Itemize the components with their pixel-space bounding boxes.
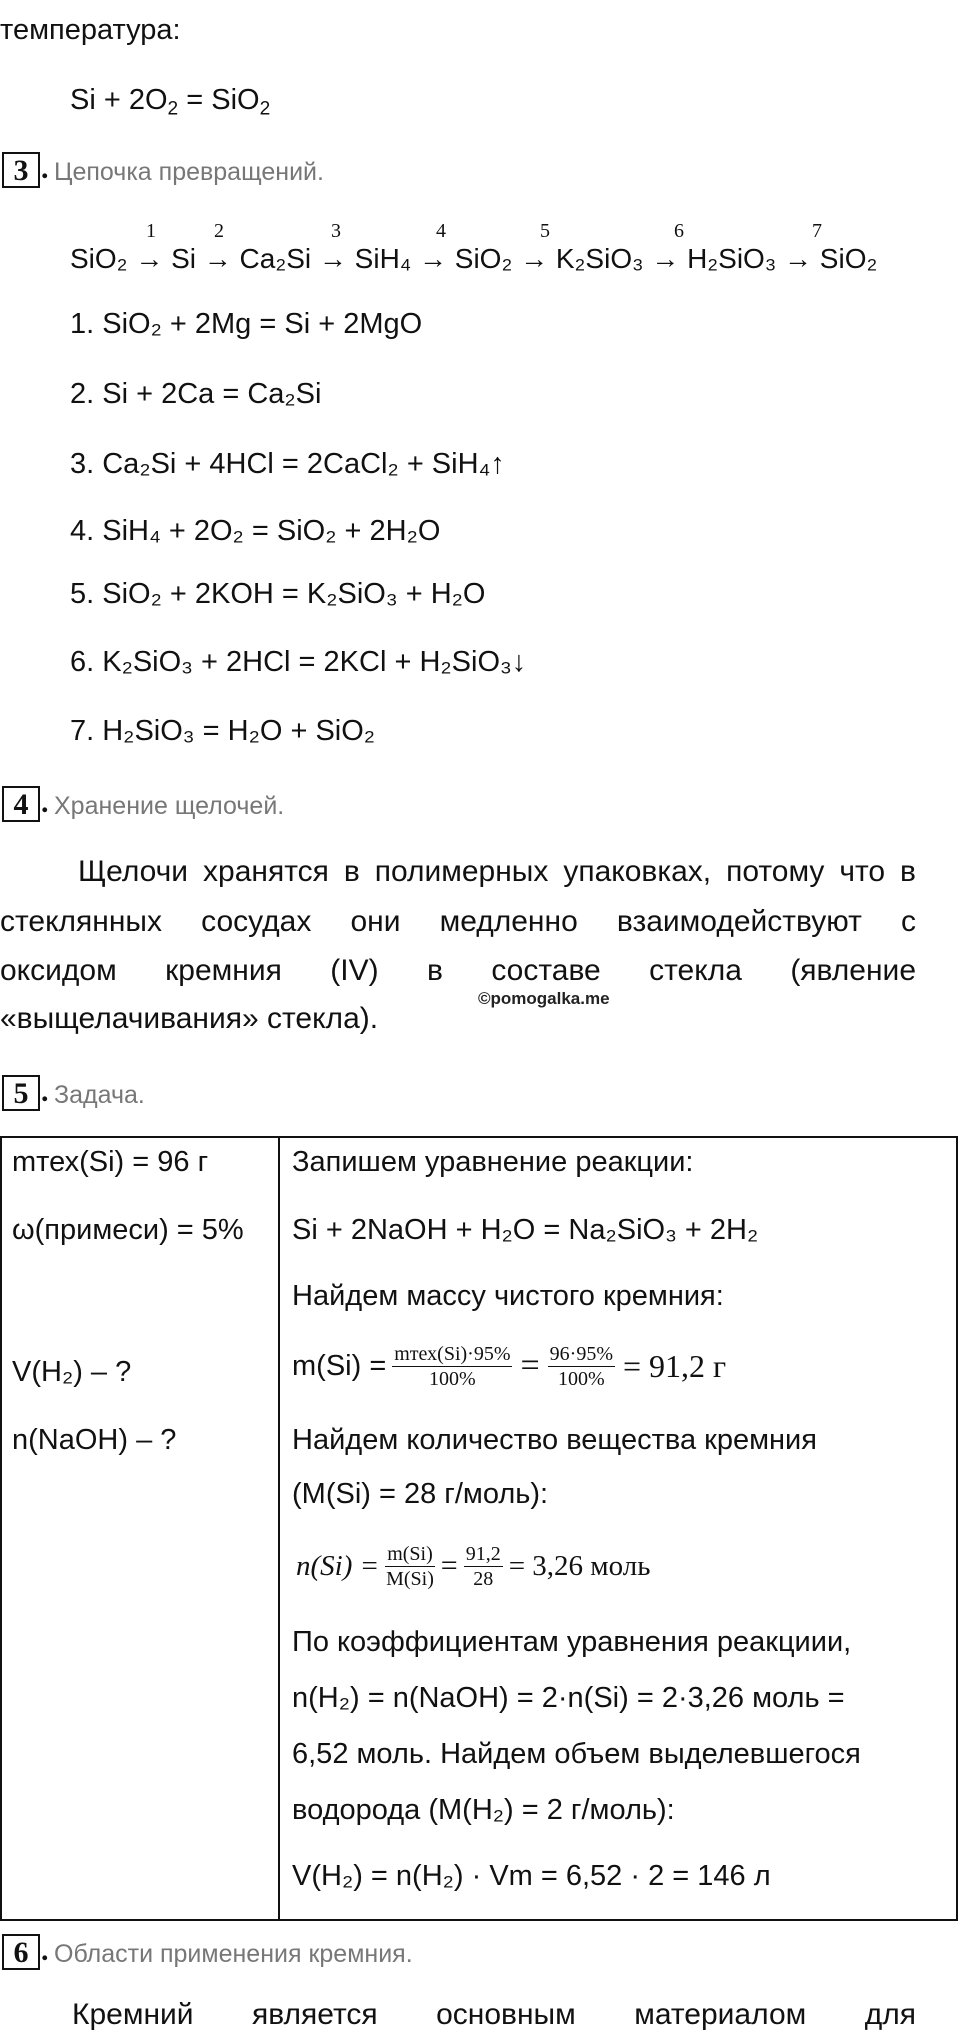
chain-step-number: 2: [214, 220, 224, 242]
eq-part: = SiO: [178, 84, 260, 116]
alkali-paragraph-line: «выщелачивания» стекла).: [0, 1002, 379, 1035]
find-amount-naoh: n(NaOH) – ?: [12, 1424, 177, 1456]
chain-step-number: 4: [436, 220, 446, 242]
alkali-paragraph-line: оксидом кремния (IV) в составе стекла (явление: [0, 954, 916, 987]
solution-step: (M(Si) = 28 г/моль):: [292, 1478, 549, 1510]
fraction: [464, 1542, 503, 1591]
reaction-6: 6. K₂SiO₃ + 2HCl = 2KCl + H₂SiO₃↓: [70, 646, 527, 678]
transformation-chain: SiO₂ → Si → Ca₂Si → SiH₄ → SiO₂ → K₂SiO₃ → H₂SiO₃ → SiO₂: [70, 243, 878, 274]
silicon-oxidation-equation: [70, 84, 271, 120]
eq-part: Si + 2O: [70, 84, 168, 116]
fraction: [548, 1342, 615, 1391]
coef-line: По коэффициентам уравнения реакциии,: [292, 1626, 852, 1658]
mass-formula: [292, 1336, 726, 1396]
silicon-usage-paragraph: Кремний является основным материалом для: [72, 1998, 916, 2031]
section-title-6: Области применения кремния.: [54, 1940, 413, 1968]
reaction-3: 3. Ca₂Si + 4HCl = 2CaCl₂ + SiH₄↑: [70, 448, 505, 480]
alkali-paragraph-line: Щелочи хранятся в полимерных упаковках, потому что в: [78, 855, 916, 888]
reaction-2: 2. Si + 2Ca = Ca₂Si: [70, 378, 322, 410]
formula-result: = 3,26 моль: [508, 1549, 651, 1582]
numerator: 96·95%: [549, 1342, 613, 1365]
coef-line: n(H₂) = n(NaOH) = 2·n(Si) = 2·3,26 моль =: [292, 1682, 845, 1714]
fraction: [392, 1342, 512, 1391]
given-cell: [1, 1137, 279, 1920]
section-number-6: 6: [2, 1934, 40, 1970]
given-mass: mтех(Si) = 96 г: [12, 1146, 209, 1178]
given-impurity: ω(примеси) = 5%: [12, 1214, 244, 1246]
volume-formula: V(H₂) = n(H₂) · Vm = 6,52 · 2 = 146 л: [292, 1860, 771, 1892]
reaction-4: 4. SiH₄ + 2O₂ = SiO₂ + 2H₂O: [70, 515, 441, 547]
section-title-4: Хранение щелочей.: [54, 792, 285, 820]
equals-sign: =: [520, 1347, 540, 1384]
reaction-1: 1. SiO₂ + 2Mg = Si + 2MgO: [70, 308, 423, 340]
alkali-paragraph-line: стеклянных сосудах они медленно взаимодействуют с: [0, 905, 916, 938]
solution-cell: [279, 1137, 957, 1920]
amount-formula: [296, 1536, 650, 1596]
chain-step-number: 1: [146, 220, 156, 242]
section-dot: .: [41, 1934, 49, 1967]
reaction-5: 5. SiO₂ + 2KOH = K₂SiO₃ + H₂O: [70, 578, 486, 610]
formula-lhs: m(Si) =: [292, 1349, 387, 1382]
numerator: 91,2: [465, 1542, 501, 1565]
coef-line: водорода (M(H₂) = 2 г/моль):: [292, 1794, 675, 1826]
chain-step-number: 3: [331, 220, 341, 242]
chain-step-number: 5: [540, 220, 550, 242]
chain-step-number: 6: [674, 220, 684, 242]
section-title-3: Цепочка превращений.: [54, 158, 324, 186]
formula-result: = 91,2 г: [623, 1347, 727, 1384]
numerator: mтех(Si)·95%: [394, 1342, 511, 1365]
denominator: 28: [473, 1567, 494, 1590]
section-dot: .: [41, 786, 49, 819]
chain-step-number: 7: [812, 220, 822, 242]
section-title-5: Задача.: [54, 1081, 145, 1109]
solution-step: Найдем количество вещества кремния: [292, 1424, 817, 1456]
reaction-7: 7. H₂SiO₃ = H₂O + SiO₂: [70, 715, 376, 747]
watermark: ©pomogalka.me: [478, 989, 610, 1008]
equals-sign: =: [440, 1549, 458, 1582]
coef-line: 6,52 моль. Найдем объем выделевшегося: [292, 1738, 861, 1770]
formula-lhs: n(Si) =: [296, 1549, 380, 1582]
eq-sub: 2: [167, 98, 179, 120]
solution-step: Запишем уравнение реакции:: [292, 1146, 694, 1178]
fraction: [385, 1542, 435, 1591]
denominator: M(Si): [386, 1567, 434, 1590]
solution-step: Найдем массу чистого кремния:: [292, 1280, 724, 1312]
reaction-equation: Si + 2NaOH + H₂O = Na₂SiO₃ + 2H₂: [292, 1214, 759, 1246]
section-number-4: 4: [2, 786, 40, 822]
denominator: 100%: [558, 1367, 605, 1390]
eq-sub: 2: [259, 98, 271, 120]
section-number-5: 5: [2, 1075, 40, 1111]
task-table: [0, 1136, 958, 1921]
denominator: 100%: [429, 1367, 476, 1390]
intro-tail: температура:: [0, 14, 181, 46]
numerator: m(Si): [387, 1542, 433, 1565]
section-number-3: 3: [2, 152, 40, 188]
section-dot: .: [41, 152, 49, 185]
find-volume: V(H₂) – ?: [12, 1356, 132, 1388]
section-dot: .: [41, 1075, 49, 1108]
